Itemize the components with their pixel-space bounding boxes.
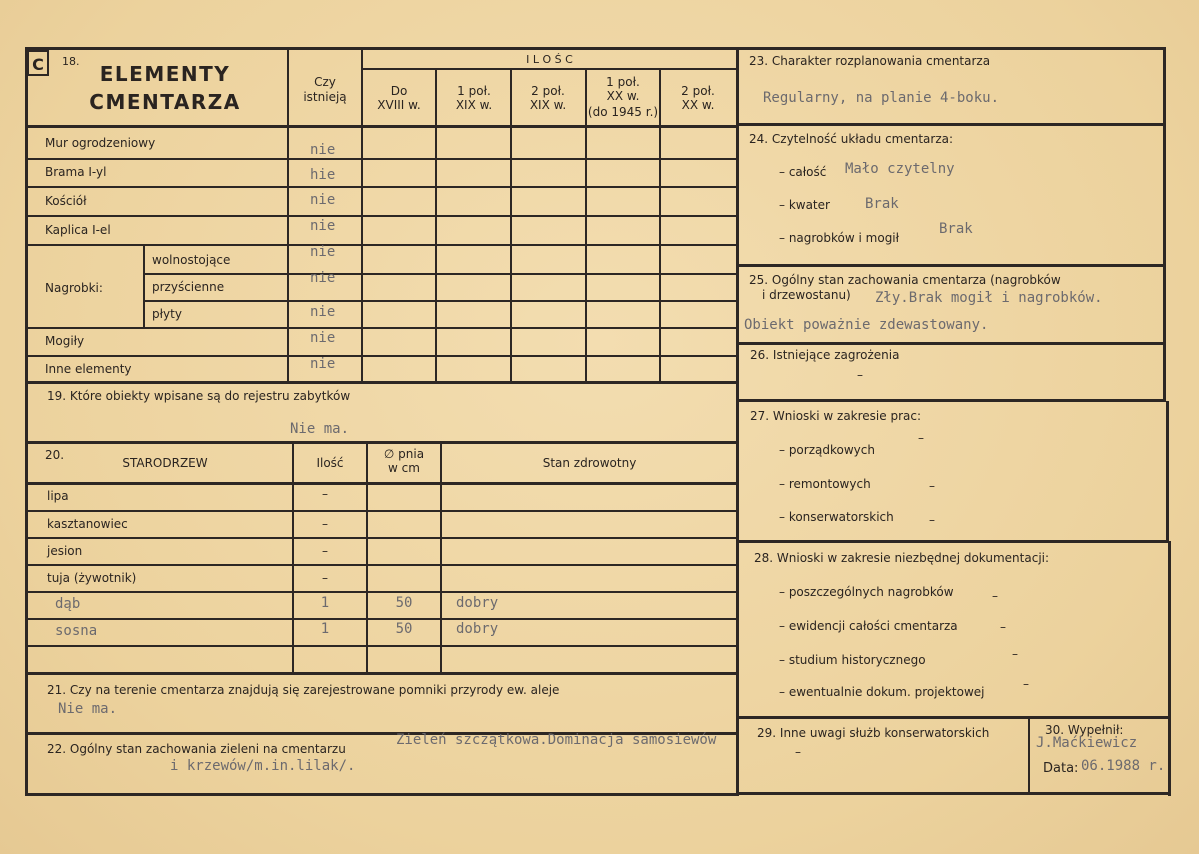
- sec29-value: –: [795, 745, 801, 759]
- sec19-value: Nie ma.: [290, 421, 350, 437]
- period-header-l3: (do 1945 r.): [587, 105, 659, 119]
- frame-line: [1166, 401, 1169, 541]
- grid-line: [510, 69, 512, 382]
- tree-diameter-header-l1: ∅ pnia: [383, 447, 425, 461]
- period-header-l1: 2 poł.: [681, 84, 715, 98]
- sec25-label-line1: 25. Ogólny stan zachowania cmentarza (nagrobków: [749, 273, 1061, 287]
- sec30-signature: J.Maćkiewicz: [1036, 735, 1138, 751]
- period-header-l1: 2 poł.: [531, 84, 565, 98]
- tree-diameter: 50: [395, 595, 413, 611]
- ilosc-header: I L O Ś C: [526, 53, 573, 66]
- grid-line: [737, 123, 1166, 126]
- element-label: Brama I-yl: [45, 165, 107, 179]
- grid-line: [737, 540, 1169, 543]
- sec28-item-value: –: [1000, 620, 1006, 634]
- grid-line: [27, 355, 737, 357]
- element-label: Inne elementy: [45, 362, 132, 376]
- sec25-label-line2: i drzewostanu): [762, 288, 851, 302]
- tree-name: lipa: [47, 489, 69, 503]
- grid-line: [440, 443, 442, 674]
- grid-line: [27, 244, 737, 246]
- element-label: Mogiły: [45, 334, 85, 348]
- frame-line: [1163, 47, 1166, 401]
- section-18-title-line2: CMENTARZA: [89, 90, 241, 114]
- element-exists-value: hie: [310, 167, 336, 183]
- sec19-label: 19. Które obiekty wpisane są do rejestru zabytków: [47, 389, 351, 403]
- sec28-item-value: –: [1012, 647, 1018, 661]
- tree-name: dąb: [55, 596, 81, 612]
- sec25-value-line1: Zły.Brak mogił i nagrobków.: [875, 290, 1103, 306]
- grid-line: [362, 68, 737, 70]
- sec29-label: 29. Inne uwagi służb konserwatorskich: [757, 726, 990, 740]
- tree-name: tuja (żywotnik): [47, 571, 137, 585]
- tree-health-header: Stan zdrowotny: [542, 456, 637, 470]
- sec22-label: 22. Ogólny stan zachowania zieleni na cmentarzu: [47, 742, 346, 756]
- grid-line: [27, 510, 737, 512]
- sec30-date-label: Data:: [1043, 761, 1079, 776]
- sec25-value-line2: Obiekt poważnie zdewastowany.: [744, 317, 989, 333]
- tree-count: –: [322, 544, 328, 558]
- czy-header-line2: istnieją: [303, 90, 347, 104]
- tree-count: 1: [320, 595, 330, 611]
- grid-line: [27, 537, 737, 539]
- sec24-nagrobkow-value: Brak: [939, 221, 973, 237]
- tree-name: jesion: [47, 544, 83, 558]
- starodrzew-header: STARODRZEW: [122, 456, 208, 470]
- grid-line: [143, 245, 145, 327]
- sec24-nagrobkow-label: – nagrobków i mogił: [779, 231, 900, 245]
- sec24-calosc-value: Mało czytelny: [845, 161, 955, 177]
- grid-line: [27, 672, 737, 675]
- sec28-item-label: – ewidencji całości cmentarza: [779, 619, 958, 633]
- czy-header-line1: Czy: [314, 75, 336, 89]
- period-header-l2: XIX w.: [455, 98, 493, 112]
- period-header-l2: XIX w.: [529, 98, 567, 112]
- tree-count-header: Ilość: [316, 456, 344, 470]
- sec23-label: 23. Charakter rozplanowania cmentarza: [749, 54, 991, 68]
- section-18-title-line1: ELEMENTY: [99, 62, 231, 86]
- element-label: przyścienne: [152, 280, 225, 294]
- sec27-item-value: –: [929, 513, 935, 527]
- sec24-kwater-value: Brak: [865, 196, 899, 212]
- grid-line: [737, 342, 1166, 345]
- tree-name: kasztanowiec: [47, 517, 128, 531]
- sec23-value: Regularny, na planie 4-boku.: [763, 90, 1000, 106]
- nagrobki-label: Nagrobki:: [45, 281, 103, 295]
- sec28-label: 28. Wnioski w zakresie niezbędnej dokumentacji:: [754, 551, 1050, 565]
- grid-line: [27, 215, 737, 217]
- tree-health: dobry: [456, 595, 499, 611]
- tree-count: –: [322, 487, 328, 501]
- element-exists-value: nie: [310, 142, 336, 158]
- grid-line: [366, 443, 368, 674]
- element-exists-value: nie: [310, 270, 336, 286]
- period-header-l2: XVIII w.: [377, 98, 421, 112]
- tree-count: 1: [320, 621, 330, 637]
- sec27-item-value: –: [918, 431, 924, 445]
- grid-line: [737, 716, 1171, 719]
- element-exists-value: nie: [310, 330, 336, 346]
- sec22-value-line1: Zieleń szczątkowa.Dominacja samosiewów: [396, 732, 717, 748]
- frame-line: [1168, 541, 1171, 796]
- grid-line: [27, 482, 737, 485]
- sec24-kwater-label: – kwater: [779, 198, 830, 212]
- period-header-l1: 1 poł.: [606, 75, 640, 89]
- tree-name: sosna: [55, 623, 98, 639]
- sec24-label: 24. Czytelność układu cmentarza:: [749, 132, 954, 146]
- period-header-l2: XX w.: [606, 89, 640, 103]
- grid-line: [27, 381, 737, 384]
- grid-line: [27, 564, 737, 566]
- element-exists-value: nie: [310, 218, 336, 234]
- grid-line: [292, 443, 294, 674]
- element-exists-value: nie: [310, 244, 336, 260]
- section-c-badge: C: [27, 50, 49, 76]
- grid-line: [143, 273, 737, 275]
- grid-line: [27, 441, 737, 444]
- grid-line: [27, 591, 737, 593]
- frame-line: [736, 47, 1166, 50]
- element-label: Kaplica I-el: [45, 223, 111, 237]
- sec27-item-label: – porządkowych: [779, 443, 875, 457]
- sec26-value: –: [857, 368, 863, 382]
- grid-line: [435, 69, 437, 382]
- frame-line: [25, 47, 738, 50]
- sec28-item-label: – ewentualnie dokum. projektowej: [779, 685, 985, 699]
- sec24-calosc-label: – całość: [779, 165, 827, 179]
- sec28-item-value: –: [1023, 677, 1029, 691]
- sec20-number: 20.: [45, 448, 65, 462]
- grid-line: [27, 186, 737, 188]
- period-header-l1: Do: [390, 84, 408, 98]
- element-exists-value: nie: [310, 192, 336, 208]
- frame-line: [737, 792, 1171, 795]
- grid-line: [737, 264, 1166, 267]
- tree-diameter: 50: [395, 621, 413, 637]
- grid-line: [27, 618, 737, 620]
- element-label: Kościół: [45, 194, 87, 208]
- sec30-label: 30. Wypełnił:: [1045, 723, 1124, 737]
- grid-line: [27, 645, 737, 647]
- element-label: Mur ogrodzeniowy: [45, 136, 156, 150]
- grid-line: [143, 300, 737, 302]
- grid-line: [27, 327, 737, 329]
- sec21-value: Nie ma.: [58, 701, 118, 717]
- sec26-label: 26. Istniejące zagrożenia: [750, 348, 900, 362]
- sec27-item-label: – remontowych: [779, 477, 871, 491]
- grid-line: [27, 125, 737, 128]
- frame-line: [25, 793, 739, 796]
- sec27-item-label: – konserwatorskich: [779, 510, 894, 524]
- sec22-value-line2: i krzewów/m.in.lilak/.: [170, 758, 356, 774]
- element-exists-value: nie: [310, 304, 336, 320]
- section-18-number: 18.: [62, 55, 80, 68]
- sec28-item-value: –: [992, 589, 998, 603]
- sec30-date-value: 06.1988 r.: [1081, 758, 1166, 774]
- tree-count: –: [322, 571, 328, 585]
- grid-line: [27, 158, 737, 160]
- tree-count: –: [322, 517, 328, 531]
- period-header-l1: 1 poł.: [457, 84, 491, 98]
- tree-diameter-header-l2: w cm: [388, 461, 420, 475]
- element-label: wolnostojące: [152, 253, 231, 267]
- sec27-item-value: –: [929, 479, 935, 493]
- period-header-l2: XX w.: [681, 98, 715, 112]
- sec21-label: 21. Czy na terenie cmentarza znajdują się zarejestrowane pomniki przyrody ew. aleje: [47, 683, 560, 697]
- tree-health: dobry: [456, 621, 499, 637]
- grid-line: [737, 399, 1166, 402]
- sec28-item-label: – studium historycznego: [779, 653, 926, 667]
- element-label: płyty: [152, 307, 182, 321]
- sec28-item-label: – poszczególnych nagrobków: [779, 585, 954, 599]
- element-exists-value: nie: [310, 356, 336, 372]
- sec27-label: 27. Wnioski w zakresie prac:: [750, 409, 922, 423]
- grid-line: [1028, 718, 1030, 794]
